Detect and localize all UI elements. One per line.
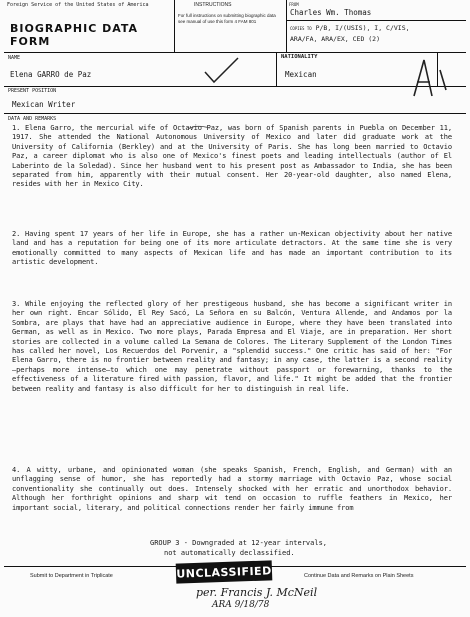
instructions-heading: INSTRUCTIONS — [194, 2, 232, 8]
paragraph-3: 3. While enjoying the reflected glory of her prestigeous husband, she has become a significant writer in her own right. Encar Sólido, El Rey Sacó, La Señora en su Balcón, Ventura Allende, and Andamos por la Sombra, are plays that have had an appreciative audience in Europe, where they have been translated into German, as well as in Mexico. Two more plays, Parada Empresa and El Viaje, are in preparation. Her short stories are collected in a volume called La Semana de Colores. The Literary Supplement of the London Times has called her novel, Los Recuerdos del Porvenir, a "splendid success." One critic has said of her: "For Elena Garro, there is no frontier between reality and fantasy; in any case, the latter is a second reality—perhaps more intense—to which one may penetrate without passport or forewarning, thanks to the effectiveness of a literature fired with passion, flavor, and life." It might be added that the frontier between reality and fantasy is also difficult for her to distinguish in real life. — [12, 300, 452, 393]
position-value: Mexican Writer — [12, 100, 76, 109]
checkmark-icon — [205, 58, 238, 82]
submit-instruction: Submit to Department in Triplicate — [30, 573, 113, 579]
unclassified-stamp: UNCLASSIFIED — [176, 560, 273, 583]
paragraph-2: 2. Having spent 17 years of her life in Europe, she has a rather un-Mexican objectivity about her native land and has a reputation for being one of its more articulate detractors. At the same time she is very emotionally committed to many aspects of Mexican life and has made an important contribution to its artistic development. — [12, 230, 452, 267]
handwritten-date: ARA 9/18/78 — [212, 600, 270, 610]
from-label: FROM — [289, 2, 299, 7]
copies-line-2: ARA/FA, ARA/EX, CED (2) — [290, 35, 381, 43]
continue-instruction: Continue Data and Remarks on Plain Sheets — [304, 573, 414, 579]
data-remarks-label: DATA AND REMARKS — [8, 116, 57, 122]
handwritten-signature: per. Francis J. McNeil — [196, 586, 318, 599]
name-value: Elena GARRO de Paz — [10, 70, 92, 79]
group-line-1: GROUP 3 - Downgraded at 12-year intervals, — [150, 539, 328, 547]
instructions-text: For full instructions on submitting biographic data see manual of use this form 4 FAM 801 — [178, 13, 276, 24]
nationality-label: NATIONALITY — [281, 54, 318, 60]
initials-mark — [414, 60, 446, 96]
agency-text: Foreign Service of the United States of America — [7, 2, 149, 8]
group-line-2: not automatically declassified. — [164, 549, 295, 557]
paragraph-4: 4. A witty, urbane, and opinionated woman (she speaks Spanish, French, English, and German) with an unflagging sense of humor, she has reportedly had a stormy marriage with Octavio Paz, whose social conventionality she continually out does. Intensely shocked with her erratic and unorthodox behavior. Although her forthright opinions and sharp wit tend on occasion to ruffle feathers in Mexico, her important social, literary, and political connections render her fairly immune from — [12, 466, 452, 512]
position-label: PRESENT POSITION — [8, 88, 57, 94]
nationality-value: Mexican — [285, 70, 317, 79]
from-value: Charles Wm. Thomas — [290, 8, 372, 17]
paragraph-1: 1. Elena Garro, the mercurial wife of Octavio Paz, was born of Spanish parents in Puebla on December 11, 1917. She attended the National Autonomous University of Mexico and later did graduate work at the University of California (Berkley) and at the University of Paris. She has long been married to Octavio Paz, a career diplomat who is also one of Mexico's finest poets and leading intellectuals (author of El Laberinto de la Soledad). Since her husband went to his present post as Ambassador to India, she has been separated from him, apparently with their mutual consent. Her 20-year-old daughter, also named Elena, resides with her in Mexico City. — [12, 124, 452, 189]
underline-mark — [188, 126, 210, 129]
copies-line-1: P/B, I/(USIS), I, C/VIS, — [315, 24, 410, 32]
form-name: BIOGRAPHIC DATA FORM — [10, 22, 139, 48]
copies-label: COPIES TO — [290, 26, 312, 31]
name-label: NAME — [8, 55, 21, 61]
